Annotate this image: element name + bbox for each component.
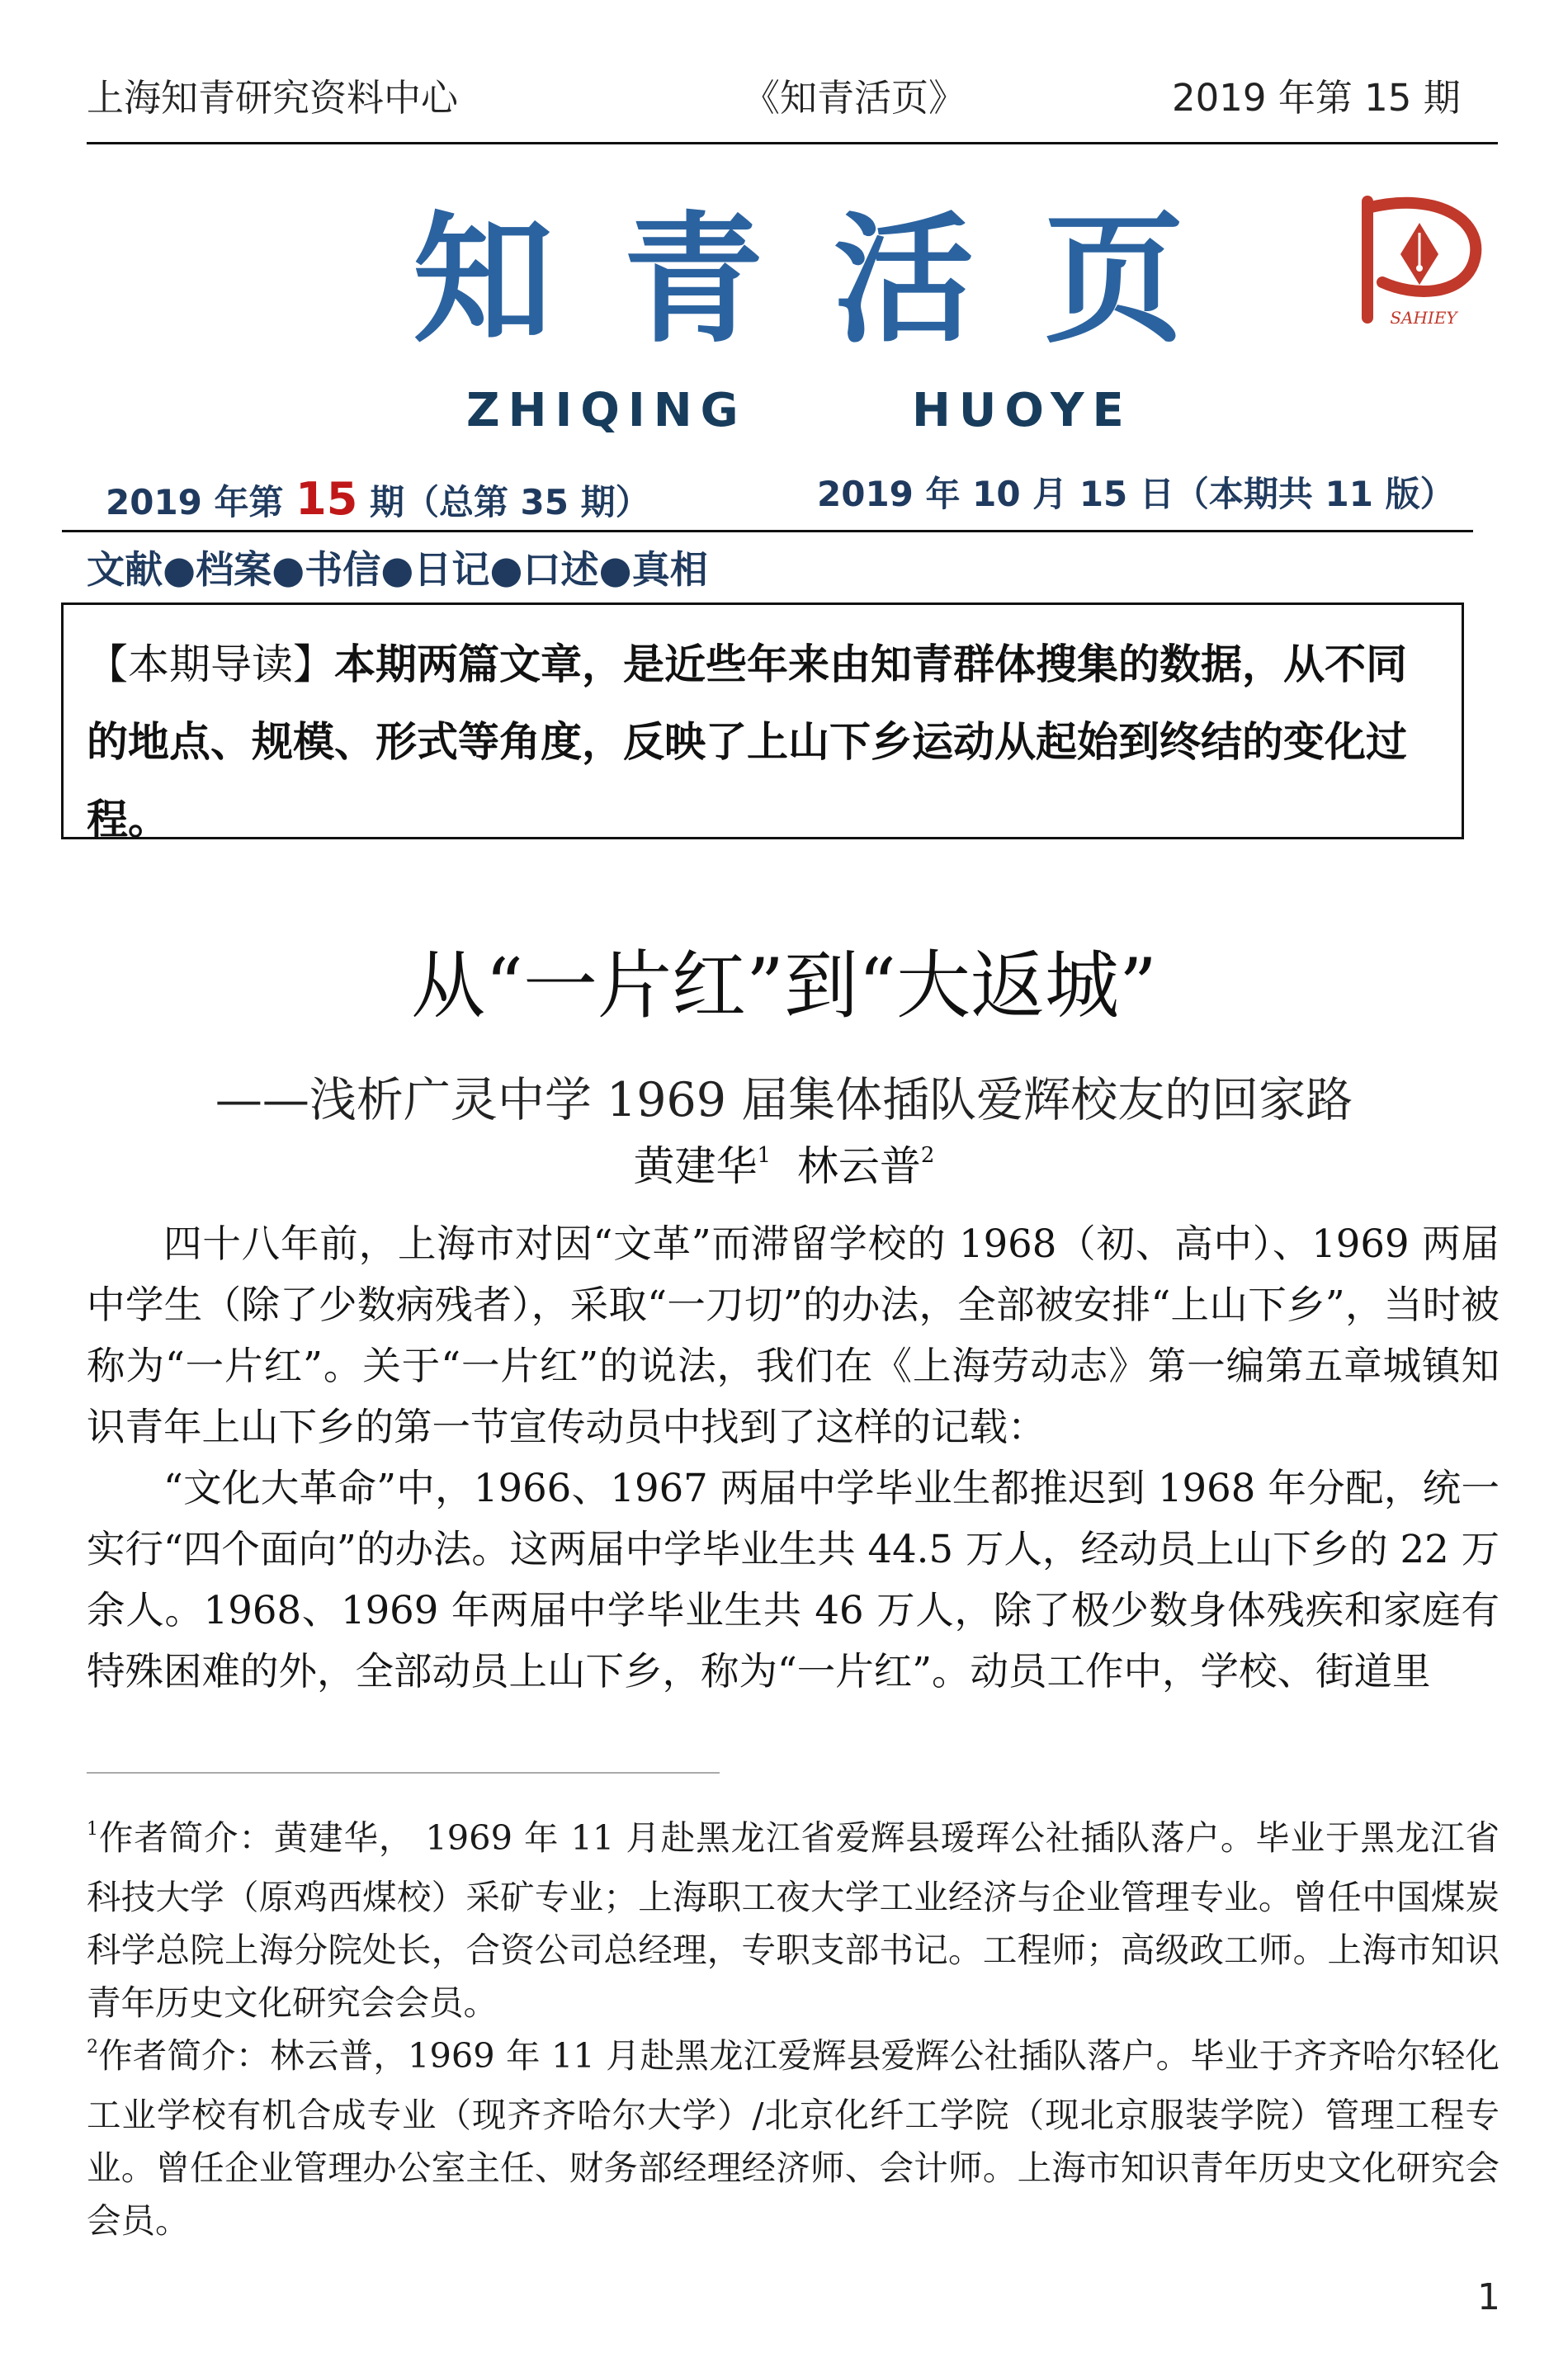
footnotes xyxy=(87,1812,1500,2247)
footnote xyxy=(87,2029,1500,2247)
body-paragraph: 四十八年前，上海市对因“文革”而滞留学校的 1968（初、高中）、1969 两届中学生（除了少数病残者），采取“一刀切”的办法，全部被安排“上山下乡”，当时被称为“一片红”。关于“一片红”的说法，我们在《上海劳动志》第一编第五章城镇知识青年上山下乡的第一节宣传动员中找到了这样的记载： xyxy=(87,1221,1500,1449)
issue-guide-box xyxy=(61,602,1464,843)
page-number: 1 xyxy=(1477,2276,1500,2318)
guide-label: 【本期导读】 xyxy=(87,640,334,688)
article-title: 从“一片红”到“大返城” xyxy=(410,943,1158,1029)
body-paragraph: “文化大革命”中，1966、1967 两届中学毕业生都推迟到 1968 年分配，统一实行“四个面向”的办法。这两届中学毕业生共 44.5 万人，经动员上山下乡的 22 万余人。1968、1969 年两届中学毕业生共 46 万人，除了极少数身体残疾和家庭有特殊困难的外，全部动员上山下乡，称为“一片红”。动员工作中，学校、街道里 xyxy=(87,1466,1500,1694)
author-name: 黄建华 xyxy=(633,1142,758,1190)
masthead-pinyin-left: ZHIQING xyxy=(466,384,747,437)
footnote-ref: 1 xyxy=(757,1143,772,1168)
running-header-publication: 《知青活页》 xyxy=(743,76,966,120)
logo-text: SAHIEY xyxy=(1390,308,1457,328)
issue-number-highlight: 15 xyxy=(295,473,358,525)
footnote-mark: 1 xyxy=(87,1819,98,1840)
issue-suffix: 期（总第 35 期） xyxy=(369,482,650,522)
masthead-char-1: 知 xyxy=(413,199,554,362)
footnote-text: 作者简介：林云普，1969 年 11 月赴黑龙江爱辉县爱辉公社插队落户。毕业于齐齐哈尔轻化工业学校有机合成专业（现齐齐哈尔大学）/北京化纤工学院（现北京服装学院）管理工程专业。曾任企业管理办公室主任、财务部经理经济师、会计师。上海市知识青年历史文化研究会会员。 xyxy=(87,2035,1500,2241)
masthead-char-4: 页 xyxy=(1044,199,1185,362)
guide-text: 本期两篇文章，是近些年来由知青群体搜集的数据，从不同的地点、规模、形式等角度，反映了上山下乡运动从起始到终结的变化过程。 xyxy=(87,640,1407,843)
article-authors xyxy=(0,1142,1568,1190)
masthead-pinyin-right: HUOYE xyxy=(912,384,1132,437)
footnote-rule xyxy=(87,1772,720,1774)
running-header-publisher: 上海知青研究资料中心 xyxy=(87,76,459,120)
publisher-logo-icon xyxy=(1341,190,1490,330)
masthead-rule xyxy=(62,530,1473,532)
header-rule xyxy=(87,142,1498,144)
footnote-text: 作者简介：黄建华， 1969 年 11 月赴黑龙江省爱辉县瑷珲公社插队落户。毕业于黑龙江省科技大学（原鸡西煤校）采矿专业；上海职工夜大学工业经济与企业管理专业。曾任中国煤炭科学总院上海分院处长，合资公司总经理，专职支部书记。工程师；高级政工师。上海市知识青年历史文化研究会会员。 xyxy=(87,1817,1500,2023)
issue-date: 2019 年 10 月 15 日（本期共 11 版） xyxy=(817,474,1455,514)
article-subtitle: ——浅析广灵中学 1969 届集体插队爱辉校友的回家路 xyxy=(215,1073,1353,1127)
issue-number xyxy=(106,473,650,525)
footnote-ref: 2 xyxy=(920,1143,935,1168)
category-list: 文献●档案●书信●日记●口述●真相 xyxy=(87,547,708,592)
article-body xyxy=(87,1213,1500,1702)
masthead-char-2: 青 xyxy=(623,199,764,362)
issue-prefix: 2019 年第 xyxy=(106,482,284,522)
running-header-issue: 2019 年第 15 期 xyxy=(1172,76,1461,120)
footnote xyxy=(87,1812,1500,2029)
footnote-mark: 2 xyxy=(87,2037,98,2058)
masthead-char-3: 活 xyxy=(834,199,975,362)
author-name: 林云普 xyxy=(796,1142,921,1190)
